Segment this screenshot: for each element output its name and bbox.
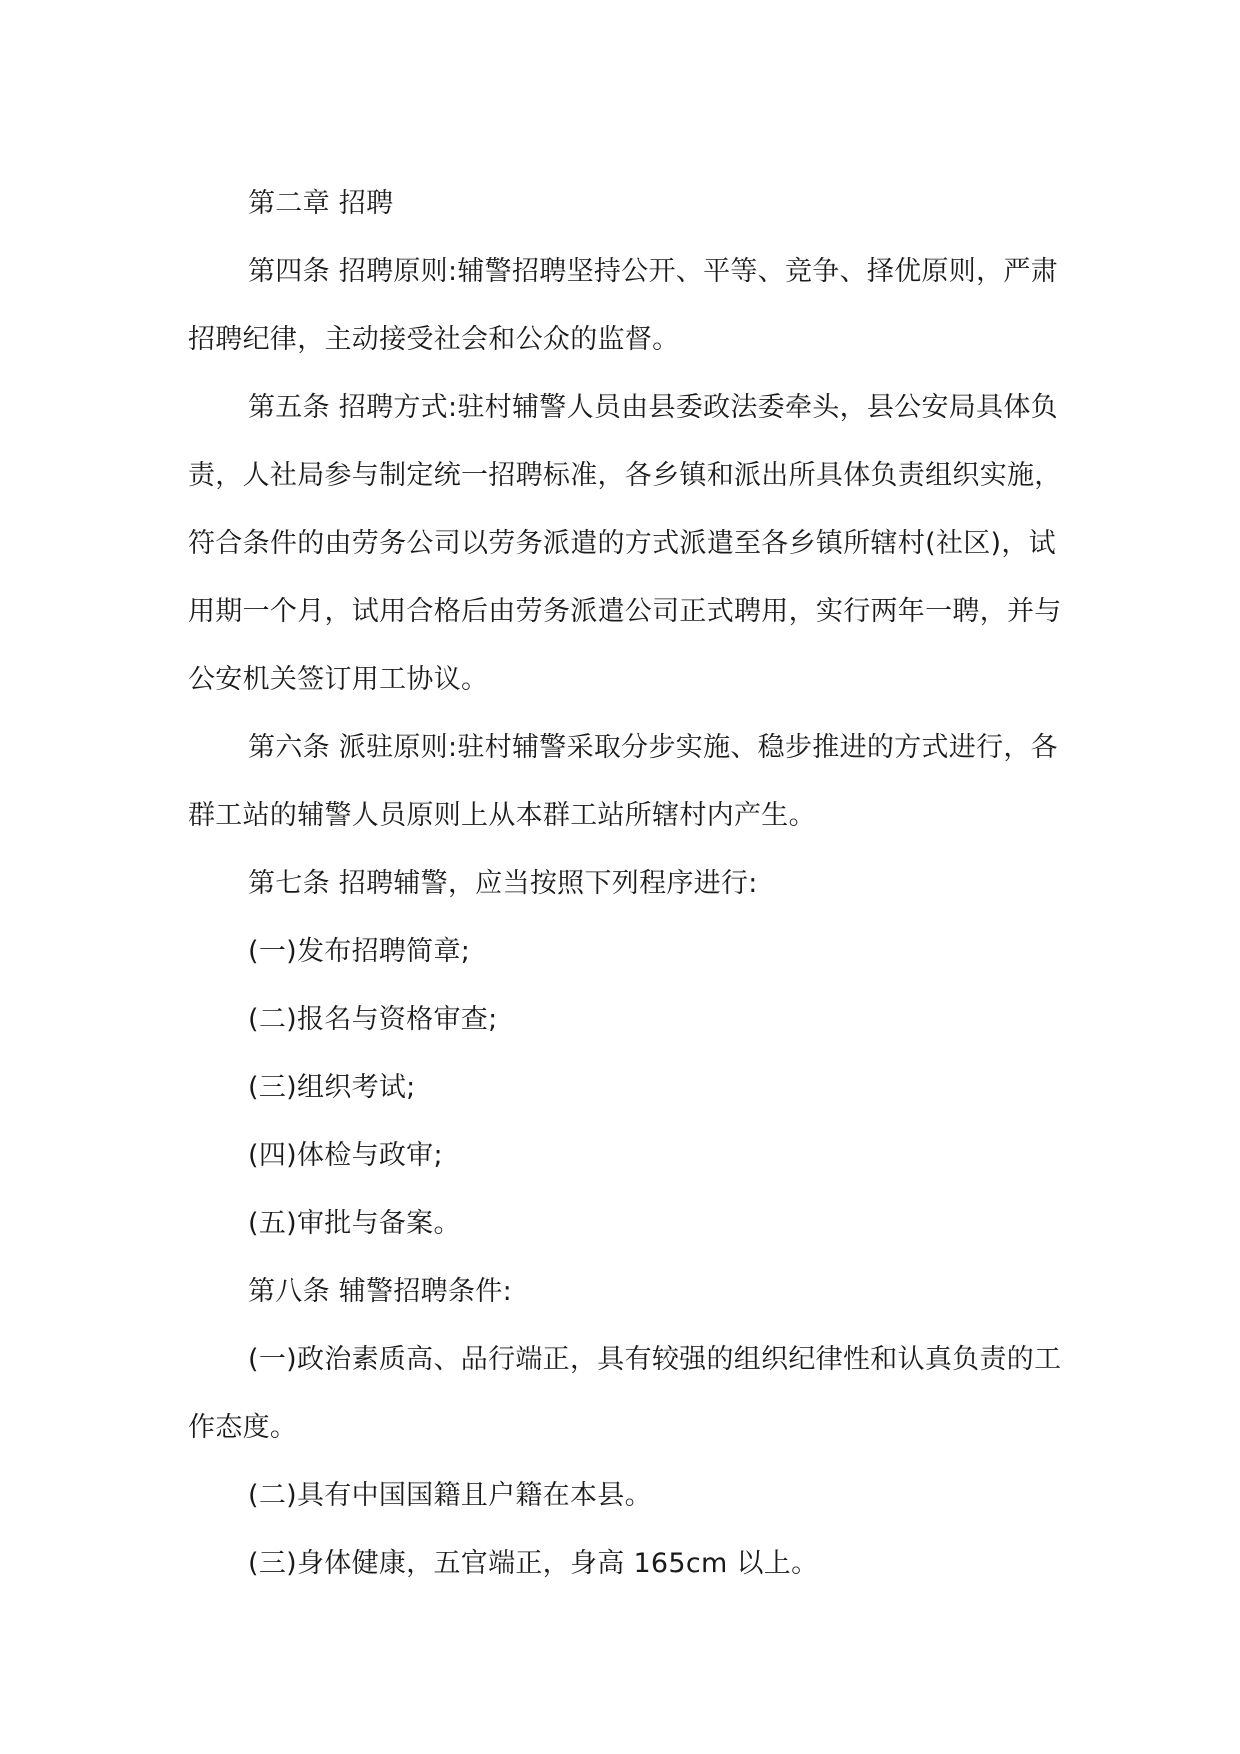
article-4-paragraph: 第四条 招聘原则:辅警招聘坚持公开、平等、竞争、择优原则，严肃招聘纪律，主动接受社会和公众的监督。 xyxy=(188,256,1058,355)
document-body xyxy=(188,170,1068,1598)
procedure-item-1: (一)发布招聘简章; xyxy=(248,936,471,967)
chapter-heading: 第二章 招聘 xyxy=(248,188,394,219)
condition-item-3: (三)身体健康，五官端正，身高 165cm 以上。 xyxy=(248,1548,819,1579)
article-5-paragraph: 第五条 招聘方式:驻村辅警人员由县委政法委牵头，县公安局具体负责，人社局参与制定统一招聘标准，各乡镇和派出所具体负责组织实施，符合条件的由劳务公司以劳务派遣的方式派遣至各乡镇所辖村(社区)，试用期一个月，试用合格后由劳务派遣公司正式聘用，实行两年一聘，并与公安机关签订用工协议。 xyxy=(188,392,1062,695)
article-7-paragraph: 第七条 招聘辅警，应当按照下列程序进行: xyxy=(248,868,758,899)
procedure-item-2: (二)报名与资格审查; xyxy=(248,1004,498,1035)
condition-item-1: (一)政治素质高、品行端正，具有较强的组织纪律性和认真负责的工作态度。 xyxy=(188,1344,1062,1443)
procedure-item-5: (五)审批与备案。 xyxy=(248,1208,461,1239)
procedure-item-4: (四)体检与政审; xyxy=(248,1140,443,1171)
procedure-item-3: (三)组织考试; xyxy=(248,1072,416,1103)
condition-item-2: (二)具有中国国籍且户籍在本县。 xyxy=(248,1480,652,1511)
article-8-paragraph: 第八条 辅警招聘条件: xyxy=(248,1276,512,1307)
article-6-paragraph: 第六条 派驻原则:驻村辅警采取分步实施、稳步推进的方式进行，各群工站的辅警人员原则上从本群工站所辖村内产生。 xyxy=(188,732,1058,831)
